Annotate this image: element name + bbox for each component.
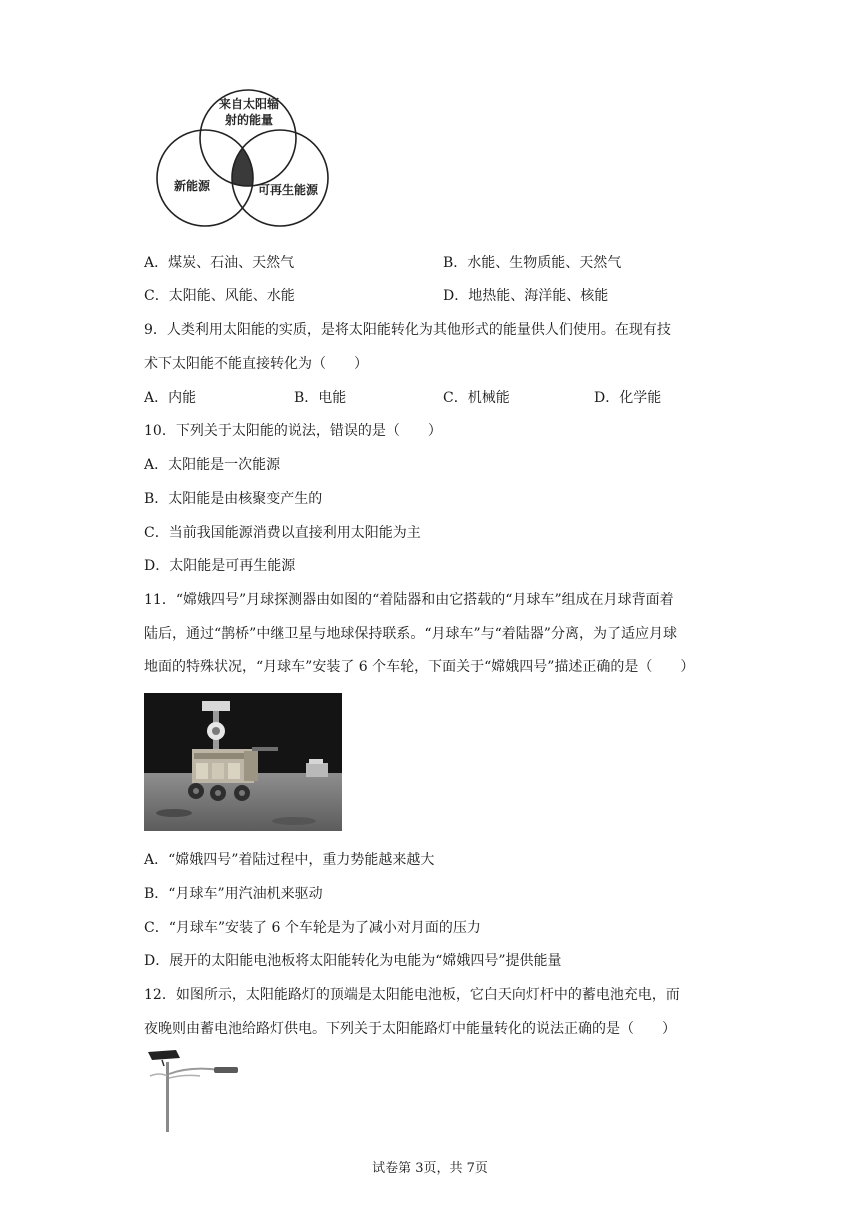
q8-option-c: C．太阳能、风能、水能 (144, 288, 295, 304)
q8-option-a: A．煤炭、石油、天然气 (144, 255, 295, 271)
venn-label-solar-2: 射的能量 (224, 113, 274, 127)
venn-label-solar-1: 来自太阳辐 (218, 97, 280, 111)
q11-option-d: D．展开的太阳能电池板将太阳能转化为电能为“嫦娥四号”提供能量 (144, 953, 562, 969)
q11-option-c: C．“月球车”安装了 6 个车轮是为了减小对月面的压力 (144, 920, 481, 936)
lunar-rover-photo (144, 693, 342, 831)
venn-diagram (150, 86, 340, 234)
q10-option-c: C．当前我国能源消费以直接利用太阳能为主 (144, 525, 421, 541)
venn-label-renewable: 可再生能源 (257, 183, 319, 197)
q9-stem-line1: 9．人类利用太阳能的实质，是将太阳能转化为其他形式的能量供人们使用。在现有技 (144, 322, 671, 338)
q11-stem-line2: 陆后，通过“鹊桥”中继卫星与地球保持联系。“月球车”与“着陆器”分离，为了适应月球 (144, 626, 677, 642)
venn-label-new-energy: 新能源 (173, 179, 211, 193)
q12-stem-line1: 12．如图所示，太阳能路灯的顶端是太阳能电池板，它白天向灯杆中的蓄电池充电，而 (144, 987, 680, 1003)
q8-option-b: B．水能、生物质能、天然气 (443, 255, 622, 271)
q10-option-b: B．太阳能是由核聚变产生的 (144, 491, 323, 507)
q10-stem: 10．下列关于太阳能的说法，错误的是（ ） (144, 423, 442, 439)
q9-stem-line2: 术下太阳能不能直接转化为（ ） (144, 356, 368, 372)
q11-option-a: A．“嫦娥四号”着陆过程中，重力势能越来越大 (144, 852, 435, 868)
q9-option-d: D．化学能 (594, 390, 662, 406)
q9-option-a: A．内能 (144, 390, 197, 406)
page-footer: 试卷第 3页，共 7页 (372, 1161, 488, 1176)
q11-option-b: B．“月球车”用汽油机来驱动 (144, 886, 323, 902)
q9-option-b: B．电能 (294, 390, 347, 406)
q8-option-d: D．地热能、海洋能、核能 (443, 288, 609, 304)
q10-option-a: A．太阳能是一次能源 (144, 457, 281, 473)
solar-street-lamp-figure (140, 1048, 244, 1132)
q11-stem-line3: 地面的特殊状况，“月球车”安装了 6 个车轮，下面关于“嫦娥四号”描述正确的是（ ） (144, 659, 695, 675)
q10-option-d: D．太阳能是可再生能源 (144, 558, 296, 574)
q12-stem-line2: 夜晚则由蓄电池给路灯供电。下列关于太阳能路灯中能量转化的说法正确的是（ ） (144, 1021, 676, 1037)
q9-option-c: C．机械能 (443, 390, 510, 406)
q11-stem-line1: 11．“嫦娥四号”月球探测器由如图的“着陆器和由它搭载的“月球车”组成在月球背面着 (144, 592, 674, 608)
